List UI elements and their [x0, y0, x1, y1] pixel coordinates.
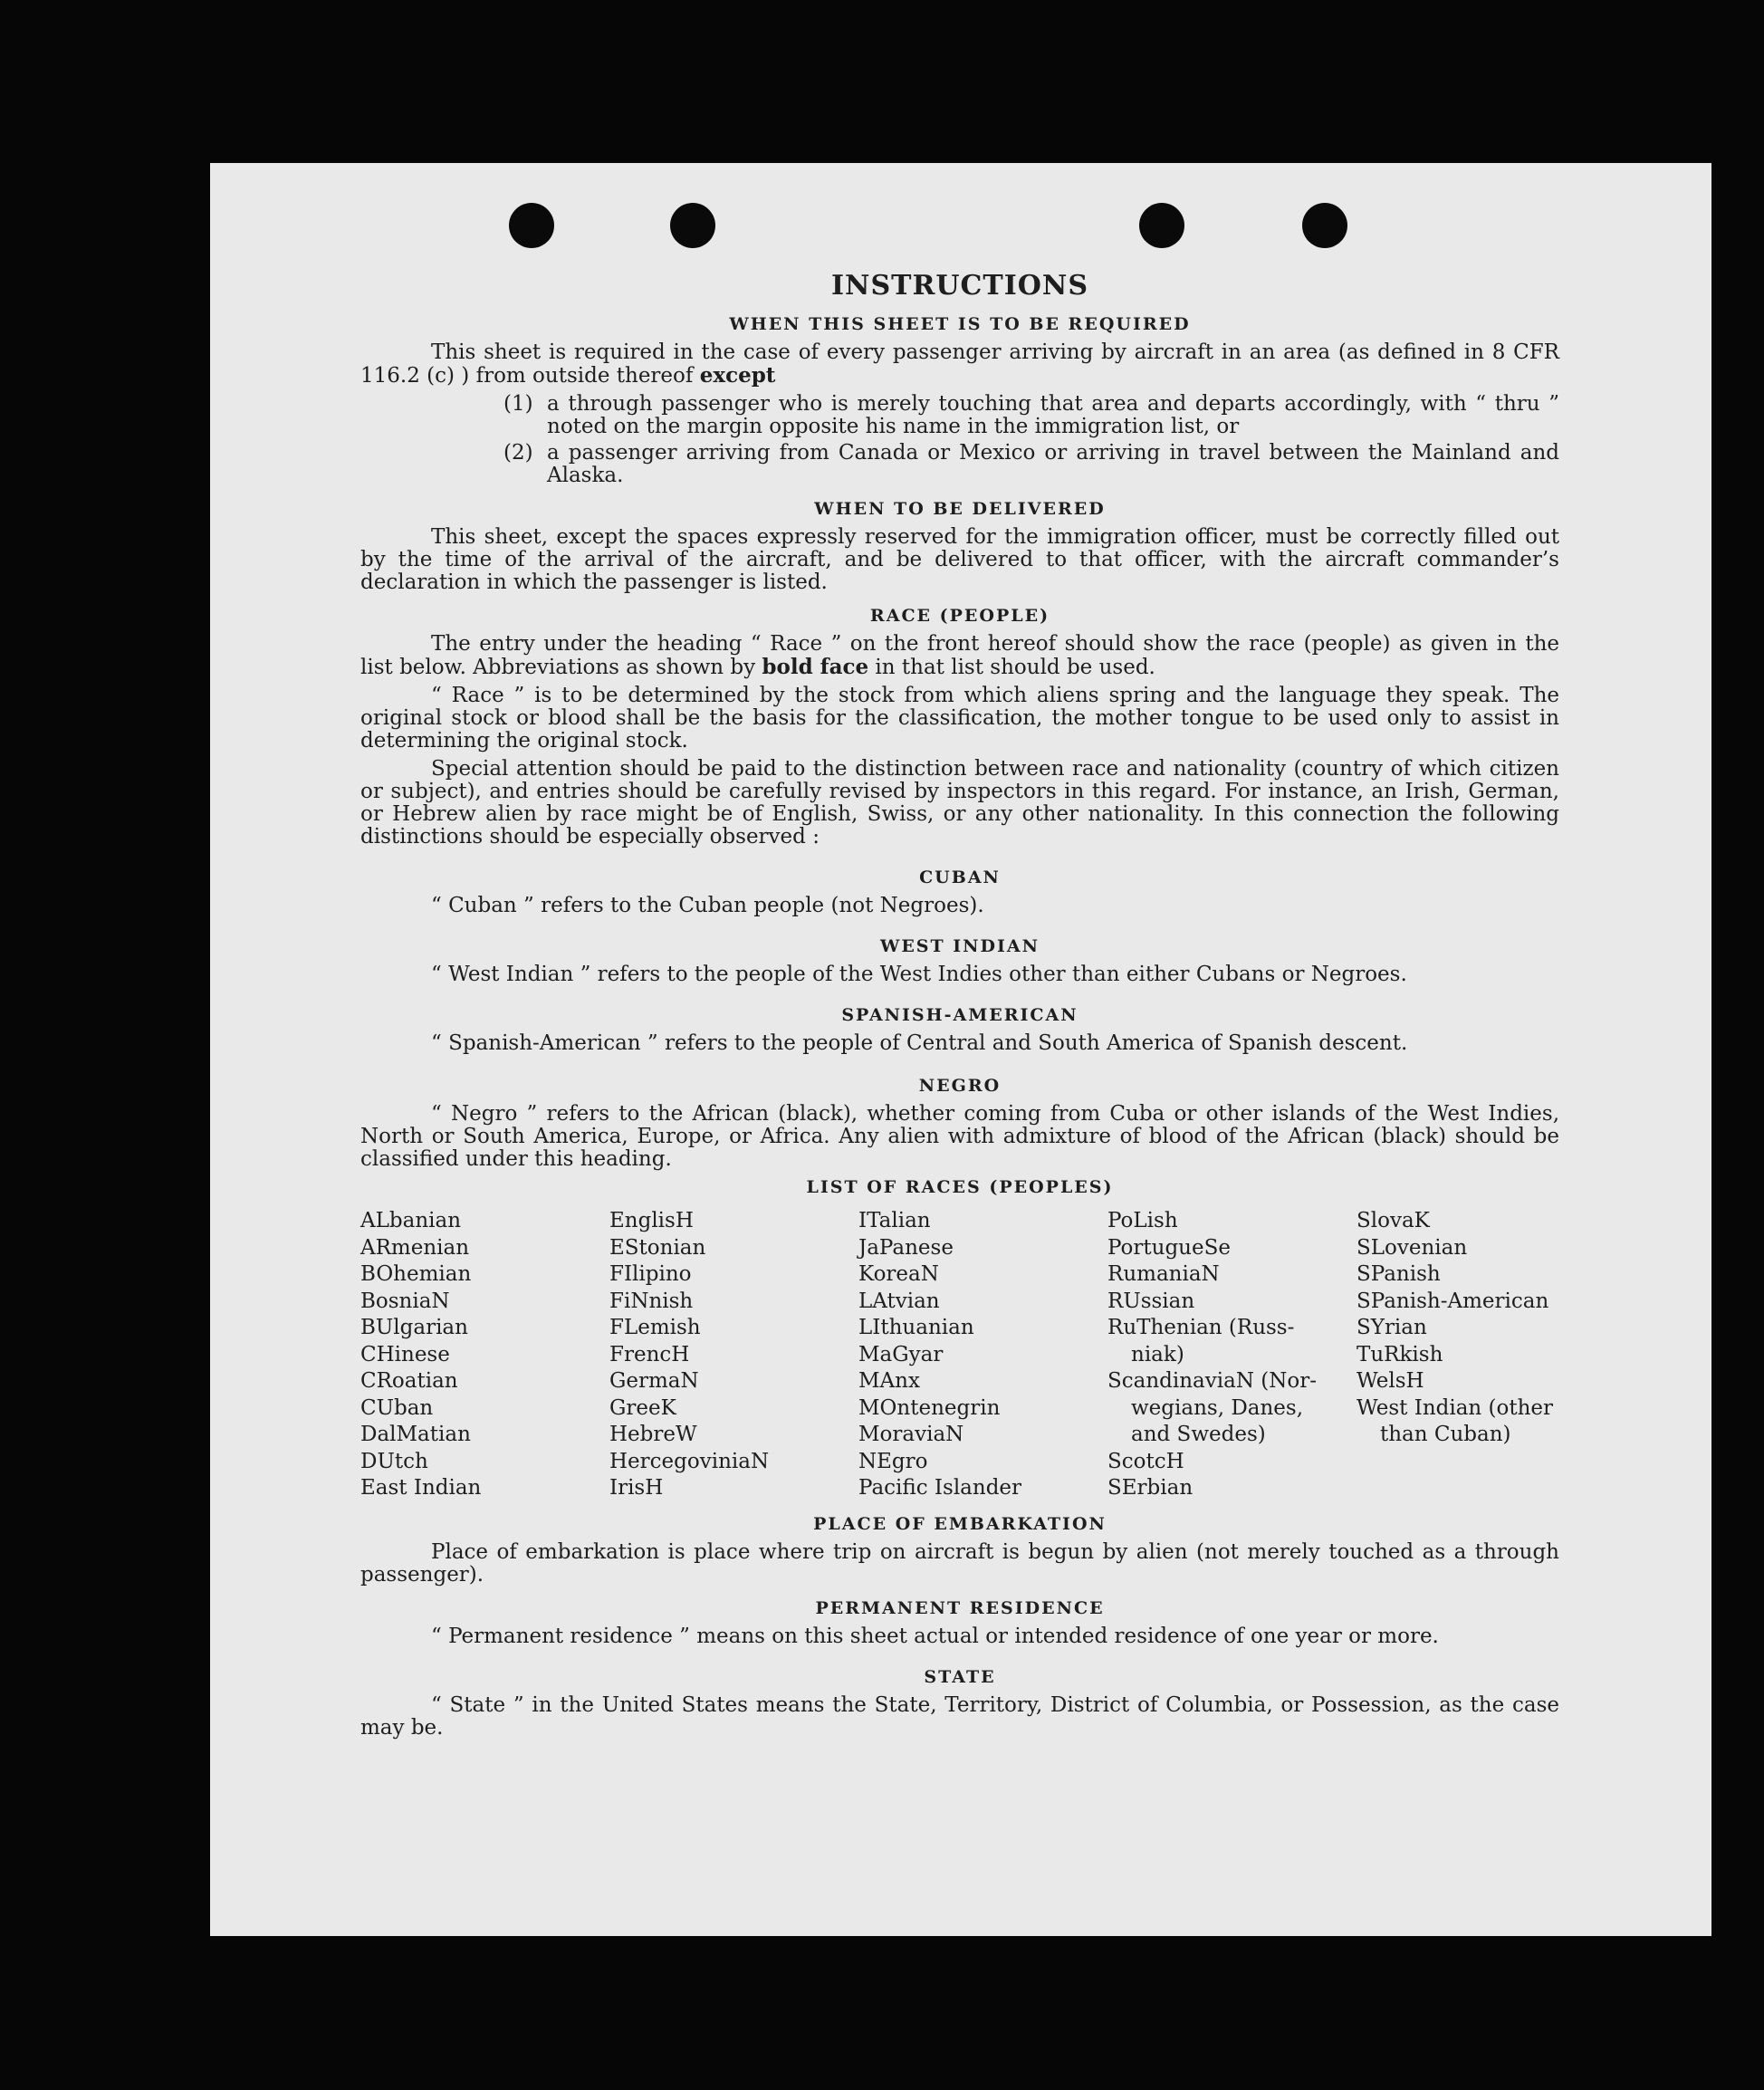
- race-paragraph-1: The entry under the heading “ Race ” on the front hereof should show the race (people) as given in the list below. Abbreviations as shown by bold face in that list should be used.: [360, 632, 1559, 679]
- race-entry: RumaniaN: [1107, 1262, 1220, 1286]
- section-heading-race: RACE (PEOPLE): [869, 606, 1050, 626]
- west-indian-text: “ West Indian ” refers to the people of the West Indies other than either Cubans or Negroes.: [431, 963, 1407, 986]
- race-entry: GermaN: [609, 1369, 699, 1393]
- race-column: [360, 1208, 609, 1502]
- race-entry: GreeK: [609, 1395, 676, 1420]
- section-heading-negro: NEGRO: [918, 1076, 1002, 1096]
- section-heading-required: WHEN THIS SHEET IS TO BE REQUIRED: [729, 314, 1191, 334]
- race-entry: ITalian: [858, 1209, 931, 1232]
- race-column: [858, 1208, 1107, 1502]
- instruction-sheet: [210, 163, 1711, 1936]
- race-column: [609, 1208, 858, 1502]
- race-paragraph-2: “ Race ” is to be determined by the stock from which aliens spring and the language they speak. The original stock or blood shall be the basis for the classification, the mother tongue to be used only to assist in determining the original stock.: [360, 684, 1559, 753]
- race-entry: CUban: [360, 1395, 434, 1420]
- race-entry: CHinese: [360, 1342, 450, 1366]
- race-entry: FiNnish: [609, 1289, 694, 1313]
- section-heading-west-indian: WEST INDIAN: [879, 936, 1040, 956]
- race-entry: wegians, Danes,: [1131, 1395, 1304, 1420]
- section-heading-residence: PERMANENT RESIDENCE: [815, 1597, 1105, 1618]
- delivered-text: This sheet, except the spaces expressly reserved for the immigration officer, must be correctly filled out by the time of the arrival of the aircraft, and be delivered to that officer, with the aircraft commander’s declaration in which the passenger is listed.: [360, 525, 1559, 594]
- race-entry: DalMatian: [360, 1423, 471, 1446]
- race-entry: KoreaN: [858, 1262, 939, 1286]
- race-entry: RuThenian (Russ-: [1107, 1316, 1295, 1339]
- race-entry: Pacific Islander: [858, 1476, 1022, 1500]
- race-list: [360, 1208, 1559, 1502]
- race-entry: TuRkish: [1357, 1342, 1443, 1366]
- cuban-text: “ Cuban ” refers to the Cuban people (not Negroes).: [431, 894, 984, 917]
- punch-hole: [1139, 203, 1184, 248]
- race-column: [1107, 1208, 1357, 1502]
- race-entry: and Swedes): [1131, 1423, 1266, 1446]
- page-title: INSTRUCTIONS: [831, 270, 1088, 302]
- embarkation-text: Place of embarkation is place where trip on aircraft is begun by alien (not merely touched as a through passenger).: [360, 1539, 1559, 1587]
- race-entry: CRoatian: [360, 1369, 458, 1393]
- race-entry: PortugueSe: [1107, 1235, 1231, 1260]
- race-entry: HebreW: [609, 1423, 697, 1446]
- negro-text: “ Negro ” refers to the African (black), whether coming from Cuba or other islands of the West Indies, North or South America, Europe, or Africa. Any alien with admixture of blood of the African (black) should be classified under this heading.: [360, 1102, 1559, 1171]
- race-entry: SLovenian: [1357, 1235, 1468, 1260]
- race-entry: BOhemian: [360, 1262, 472, 1286]
- race-entry: SPanish: [1357, 1262, 1441, 1286]
- race-entry: FrencH: [609, 1342, 690, 1366]
- residence-text: “ Permanent residence ” means on this sheet actual or intended residence of one year or more.: [431, 1624, 1439, 1648]
- required-item: (2) a passenger arriving from Canada or Mexico or arriving in travel between the Mainland and Alaska.: [503, 441, 1559, 487]
- race-entry: EStonian: [609, 1235, 706, 1260]
- race-column: [1357, 1208, 1559, 1502]
- section-heading-cuban: CUBAN: [919, 868, 1001, 887]
- punch-hole: [509, 203, 554, 248]
- race-entry: EnglisH: [609, 1209, 694, 1232]
- race-entry: JaPanese: [858, 1235, 954, 1260]
- race-entry: WelsH: [1357, 1369, 1424, 1393]
- race-entry: HercegoviniaN: [609, 1449, 770, 1473]
- race-entry: SPanish-American: [1357, 1289, 1549, 1313]
- race-entry: niak): [1131, 1342, 1184, 1366]
- race-entry: West Indian (other: [1357, 1395, 1554, 1420]
- race-entry: ScandinaviaN (Nor-: [1107, 1369, 1317, 1393]
- section-heading-delivered: WHEN TO BE DELIVERED: [814, 499, 1106, 519]
- race-entry: FLemish: [609, 1316, 701, 1339]
- race-entry: BosniaN: [360, 1289, 450, 1313]
- race-entry: ALbanian: [360, 1209, 462, 1232]
- race-entry: SErbian: [1107, 1476, 1194, 1500]
- race-entry: than Cuban): [1380, 1423, 1511, 1446]
- race-entry: LIthuanian: [858, 1316, 974, 1339]
- race-entry: MoraviaN: [858, 1423, 964, 1446]
- race-entry: LAtvian: [858, 1289, 940, 1313]
- race-entry: BUlgarian: [360, 1316, 468, 1339]
- race-entry: RUssian: [1107, 1289, 1195, 1313]
- section-heading-embarkation: PLACE OF EMBARKATION: [813, 1513, 1107, 1534]
- spanish-american-text: “ Spanish-American ” refers to the people of Central and South America of Spanish descent.: [431, 1031, 1408, 1055]
- punch-hole: [1302, 203, 1347, 248]
- race-entry: SlovaK: [1357, 1209, 1430, 1232]
- race-entry: FIlipino: [609, 1262, 692, 1286]
- punch-hole: [670, 203, 715, 248]
- race-entry: East Indian: [360, 1476, 482, 1500]
- instructions-content: [360, 270, 1559, 1745]
- race-entry: IrisH: [609, 1476, 664, 1500]
- section-heading-state: STATE: [924, 1666, 996, 1687]
- race-entry: MOntenegrin: [858, 1395, 1001, 1420]
- race-entry: SYrian: [1357, 1316, 1427, 1339]
- race-entry: NEgro: [858, 1449, 928, 1473]
- race-entry: MAnx: [858, 1369, 920, 1393]
- required-item: (1) a through passenger who is merely touching that area and departs accordingly, with “ thru ” noted on the margin opposite his name in the immigration list, or: [503, 392, 1559, 438]
- race-entry: MaGyar: [858, 1342, 944, 1366]
- race-entry: ScotcH: [1107, 1449, 1184, 1473]
- race-entry: PoLish: [1107, 1209, 1178, 1232]
- race-entry: DUtch: [360, 1449, 428, 1473]
- section-heading-spanish-american: SPANISH-AMERICAN: [841, 1005, 1079, 1025]
- race-paragraph-3: Special attention should be paid to the distinction between race and nationality (country of which citizen or subject), and entries should be carefully revised by inspectors in this regard. For instance, an Irish, German, or Hebrew alien by race might be of English, Swiss, or any other nationality. In this connection the following distinctions should be especially observed :: [360, 757, 1559, 848]
- state-text: “ State ” in the United States means the State, Territory, District of Columbia, or Possession, as the case may be.: [360, 1692, 1559, 1740]
- section-heading-list: LIST OF RACES (PEOPLES): [806, 1177, 1114, 1197]
- race-entry: ARmenian: [360, 1235, 470, 1260]
- required-intro: This sheet is required in the case of every passenger arriving by aircraft in an area (as defined in 8 CFR 116.2 (c) ) from outside thereof except: [360, 340, 1559, 388]
